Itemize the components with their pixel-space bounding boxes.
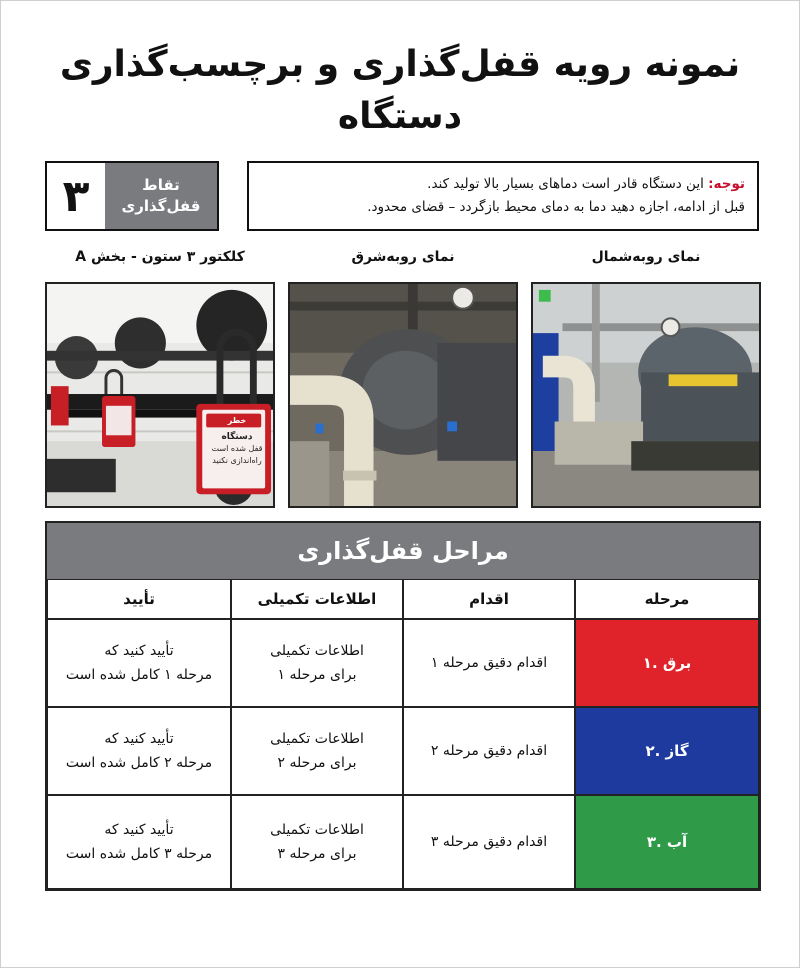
- step-action-cell: اقدام دقیق مرحله ۱: [403, 619, 575, 707]
- step-action-cell: اقدام دقیق مرحله ۳: [403, 795, 575, 889]
- step-verify-line-2: مرحله ۱ کامل شده است: [65, 667, 213, 683]
- step-info-line-2: برای مرحله ۱: [277, 667, 357, 683]
- lockout-points-count: ۳: [62, 170, 90, 222]
- photo-north-view: [531, 282, 761, 508]
- column-header-verify: تأیید: [47, 579, 231, 619]
- column-header-phase: مرحله: [575, 579, 759, 619]
- step-verify-cell: [47, 795, 231, 889]
- step-verify-line-2: مرحله ۲ کامل شده است: [65, 755, 213, 771]
- step-verify-line-1: تأیید کنید که: [104, 822, 174, 838]
- column-header-info: اطلاعات تکمیلی: [231, 579, 403, 619]
- lock-tag-text: [205, 412, 269, 492]
- photo-east-view: [288, 282, 518, 508]
- caution-note-line-2: قبل از ادامه، اجازه دهید دما به دمای محیط بازگردد – قضای محدود.: [367, 199, 745, 215]
- lock-tag-line-2: راه‌اندازی نکنید: [212, 456, 262, 465]
- step-info-line-1: اطلاعات تکمیلی: [270, 731, 364, 747]
- lockout-steps-table: [45, 521, 761, 891]
- step-info-cell: [231, 795, 403, 889]
- column-header-action: اقدام: [403, 579, 575, 619]
- step-info-line-2: برای مرحله ۲: [277, 755, 357, 771]
- step-verify-cell: [47, 619, 231, 707]
- photo-caption-collector: کلکتور ۳ ستون - بخش A: [75, 249, 245, 265]
- lockout-points-label: تقاط قفل‌گذاری: [105, 163, 217, 229]
- photo-caption-east: نمای روبه‌شرق: [351, 249, 455, 265]
- step-phase-cell: برق .۱: [575, 619, 759, 707]
- lock-tag-title: دستگاه: [221, 432, 253, 442]
- step-info-cell: [231, 707, 403, 795]
- step-verify-cell: [47, 707, 231, 795]
- photo-caption-north: نمای روبه‌شمال: [591, 249, 701, 265]
- lockout-steps-heading: مراحل قفل‌گذاری: [47, 523, 759, 579]
- lock-tag-brand: خطر: [227, 416, 247, 425]
- caution-note-key: توجه:: [708, 176, 745, 192]
- step-info-line-1: اطلاعات تکمیلی: [270, 822, 364, 838]
- step-info-line-1: اطلاعات تکمیلی: [270, 643, 364, 659]
- caution-note-line-1: این دستگاه قادر است دماهای بسیار بالا تولید کند.: [427, 176, 704, 192]
- lock-tag-line-1: قفل شده است: [211, 444, 263, 453]
- caution-note: [247, 161, 759, 231]
- step-phase-cell: آب .۳: [575, 795, 759, 889]
- step-verify-line-2: مرحله ۳ کامل شده است: [65, 846, 213, 862]
- lockout-points-box: [45, 161, 219, 231]
- page-title: نمونه رویه قفل‌گذاری و برچسب‌گذاری دستگاه: [59, 44, 741, 137]
- step-verify-line-1: تأیید کنید که: [104, 731, 174, 747]
- step-verify-line-1: تأیید کنید که: [104, 643, 174, 659]
- step-info-line-2: برای مرحله ۳: [277, 846, 357, 862]
- step-action-cell: اقدام دقیق مرحله ۲: [403, 707, 575, 795]
- step-phase-cell: گاز .۲: [575, 707, 759, 795]
- photo-collector-padlocks: [45, 282, 275, 508]
- step-info-cell: [231, 619, 403, 707]
